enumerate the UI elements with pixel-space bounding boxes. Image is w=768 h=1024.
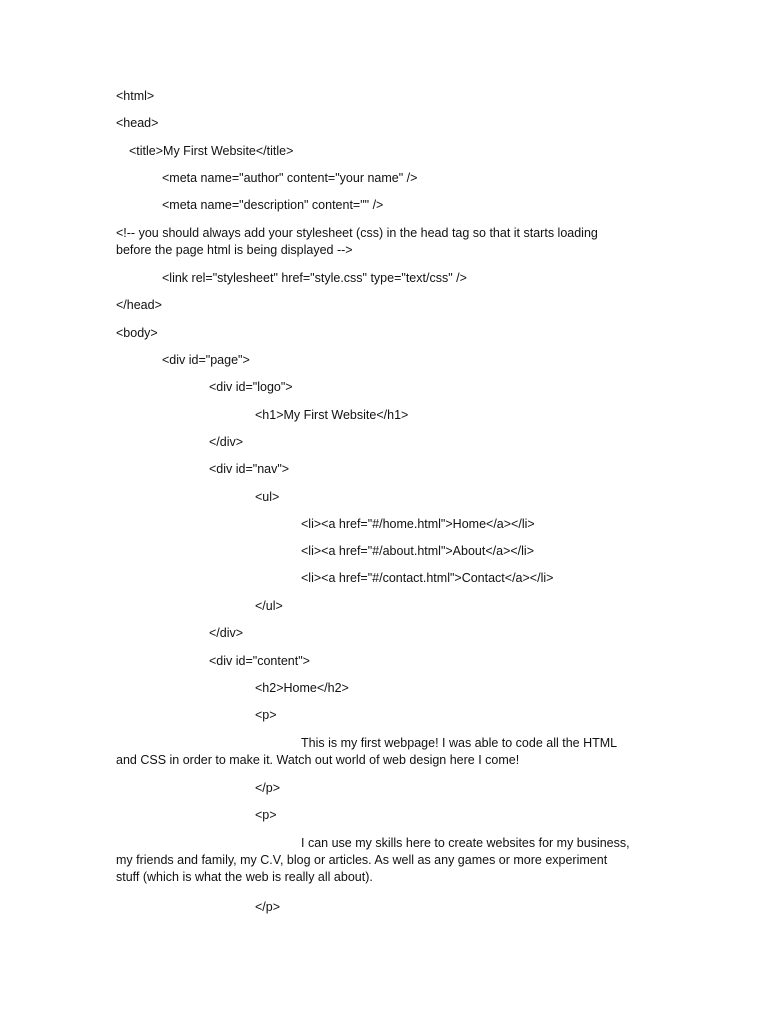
code-line-ul-open: <ul> [255,490,280,504]
code-line-div-page: <div id="page"> [162,353,250,367]
code-line-div-close-nav: </div> [209,626,244,640]
code-line-h2: <h2>Home</h2> [255,681,349,695]
paragraph-skills: I can use my skills here to create websites for my business, my friends and family, my C.V, blog or articles. As well as any games or more experiment stuff (which is what the web is really all about). [116,836,630,884]
code-line-html-open: <html> [116,89,155,103]
code-line-p-open-1: <p> [255,708,277,722]
code-line-div-content: <div id="content"> [209,654,310,668]
code-line-meta-author: <meta name="author" content="your name" /> [162,171,418,185]
code-line-head-close: </head> [116,298,162,312]
code-line-head-open: <head> [116,116,159,130]
code-line-div-nav: <div id="nav"> [209,462,290,476]
code-line-p-close-1: </p> [255,781,281,795]
code-line-h1: <h1>My First Website</h1> [255,408,409,422]
paragraph-first-webpage: This is my first webpage! I was able to code all the HTML and CSS in order to make it. Watch out world of web design here I come! [116,736,617,767]
code-line-p-close-2: </p> [255,900,281,914]
code-line-div-close-logo: </div> [209,435,244,449]
code-line-comment: <!-- you should always add your stylesheet (css) in the head tag so that it starts loading before the page html is being displayed --> [116,226,598,257]
code-line-body-open: <body> [116,326,158,340]
code-line-ul-close: </ul> [255,599,283,613]
code-line-li-contact: <li><a href="#/contact.html">Contact</a></li> [301,571,554,585]
code-line-link-stylesheet: <link rel="stylesheet" href="style.css" type="text/css" /> [162,271,467,285]
code-line-p-open-2: <p> [255,808,277,822]
code-line-meta-description: <meta name="description" content="" /> [162,198,384,212]
code-line-div-logo: <div id="logo"> [209,380,293,394]
code-line-li-home: <li><a href="#/home.html">Home</a></li> [301,517,535,531]
code-line-title: <title>My First Website</title> [129,144,294,158]
code-line-li-about: <li><a href="#/about.html">About</a></li> [301,544,535,558]
